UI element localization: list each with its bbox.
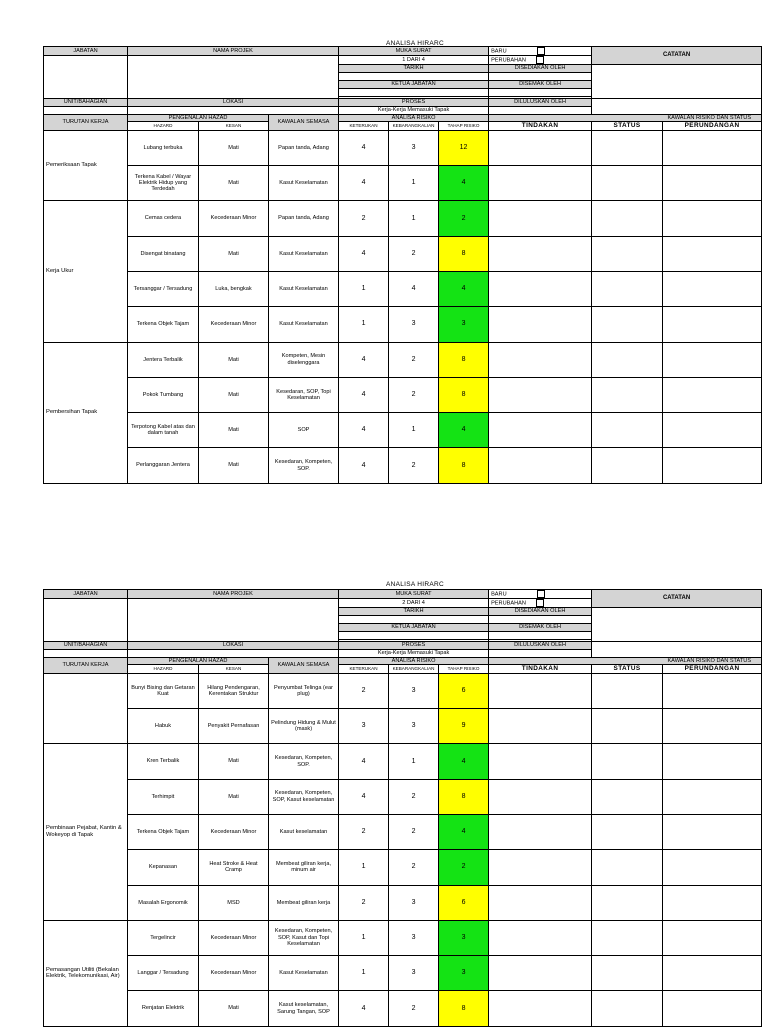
tindakan-header: TINDAKAN <box>489 122 592 130</box>
hazard-cell: Langgar / Tersadung <box>128 956 199 991</box>
tindakan-cell <box>489 307 592 342</box>
keterukan-cell: 1 <box>339 307 389 342</box>
kesan-cell: Mati <box>199 991 269 1026</box>
perundangan-cell <box>663 814 762 849</box>
keterukan-cell: 2 <box>339 673 389 708</box>
kebarangkalian-cell: 2 <box>389 991 439 1026</box>
keterukan-cell: 4 <box>339 448 389 483</box>
catatan-value <box>592 608 762 642</box>
kesan-cell: Luka, bengkak <box>199 271 269 306</box>
kawalan-cell: Kasut Keselamatan <box>269 166 339 201</box>
table-row <box>44 673 762 708</box>
keterukan-header: KETERUKAN <box>339 665 389 673</box>
disemak-oleh-label: DISEMAK OLEH <box>489 624 592 632</box>
table-row <box>44 130 762 165</box>
nama-projek-label: NAMA PROJEK <box>128 590 339 599</box>
catatan-header: CATATAN <box>592 47 762 65</box>
kesan-cell: Mati <box>199 130 269 165</box>
status-cell <box>592 920 663 955</box>
tindakan-cell <box>489 814 592 849</box>
perubahan-option[interactable] <box>489 599 592 608</box>
kawalan-semasa-header: KAWALAN SEMASA <box>269 658 339 674</box>
tahap-risiko-cell: 2 <box>439 850 489 885</box>
ketua-jabatan-label: KETUA JABATAN <box>339 81 489 89</box>
kawalan-cell: Membeat giliran kerja <box>269 885 339 920</box>
kawalan-cell: Kompeten, Mesin diselenggara <box>269 342 339 377</box>
nama-projek-value <box>128 599 339 642</box>
perundangan-cell <box>663 673 762 708</box>
tindakan-cell <box>489 130 592 165</box>
disemak-oleh-value <box>489 89 592 97</box>
tahap-risiko-cell: 4 <box>439 744 489 779</box>
tahap-risiko-cell: 6 <box>439 885 489 920</box>
hazard-cell: Renjatan Elektrik <box>128 991 199 1026</box>
perundangan-cell <box>663 448 762 483</box>
kebarangkalian-cell: 3 <box>389 673 439 708</box>
kawalan-cell: Kasut Keselamatan <box>269 236 339 271</box>
kawalan-cell: Papan tanda, Adang <box>269 130 339 165</box>
keterukan-cell: 4 <box>339 166 389 201</box>
table-row <box>44 709 762 744</box>
page-number: 2 DARI 4 <box>339 599 489 608</box>
tindakan-cell <box>489 850 592 885</box>
kebarangkalian-cell: 1 <box>389 744 439 779</box>
keterukan-cell: 4 <box>339 991 389 1026</box>
diluluskan-oleh-value <box>489 650 592 658</box>
tahap-risiko-cell: 6 <box>439 673 489 708</box>
tindakan-cell <box>489 166 592 201</box>
turutan-kerja-step <box>44 673 128 744</box>
turutan-kerja-header: TURUTAN KERJA <box>44 115 128 131</box>
pengenalan-hazad-header: PENGENALAN HAZAD <box>128 658 269 665</box>
kebarangkalian-header: KEBARANGKALIAN <box>389 665 439 673</box>
unit-bahagian-value <box>44 107 128 115</box>
tahap-risiko-cell: 8 <box>439 236 489 271</box>
tahap-risiko-cell: 9 <box>439 709 489 744</box>
tindakan-cell <box>489 673 592 708</box>
keterukan-cell: 1 <box>339 271 389 306</box>
status-cell <box>592 166 663 201</box>
hazard-cell: Tersanggar / Tersadung <box>128 271 199 306</box>
disemak-oleh-value <box>489 632 592 640</box>
status-cell <box>592 885 663 920</box>
kebarangkalian-cell: 2 <box>389 779 439 814</box>
tindakan-header: TINDAKAN <box>489 665 592 673</box>
tahap-risiko-cell: 4 <box>439 413 489 448</box>
status-cell <box>592 956 663 991</box>
table-row <box>44 166 762 201</box>
tahap-risiko-cell: 8 <box>439 991 489 1026</box>
disediakan-oleh-value <box>489 73 592 81</box>
hazard-header: HAZARD <box>128 665 199 673</box>
table-row <box>44 448 762 483</box>
unit-bahagian-label: UNIT/BAHAGIAN <box>44 99 128 107</box>
hazard-cell: Masalah Ergonomik <box>128 885 199 920</box>
jabatan-value <box>44 56 128 99</box>
kawalan-cell: Membeat giliran kerja, minum air <box>269 850 339 885</box>
page-number: 1 DARI 4 <box>339 56 489 65</box>
table-row <box>44 885 762 920</box>
hazard-cell: Disengat binatang <box>128 236 199 271</box>
hazard-cell: Terkena Objek Tajam <box>128 814 199 849</box>
tindakan-cell <box>489 448 592 483</box>
muka-surat-label: MUKA SURAT <box>339 47 489 56</box>
perundangan-cell <box>663 307 762 342</box>
hazard-cell: Terkena Kabel / Wayar Elektrik Hidup yang Terdedah <box>128 166 199 201</box>
kebarangkalian-cell: 1 <box>389 201 439 236</box>
hazard-cell: Tergelincir <box>128 920 199 955</box>
kesan-cell: Penyakit Pernafasan <box>199 709 269 744</box>
disediakan-oleh-label: DISEDIAKAN OLEH <box>489 65 592 73</box>
perundangan-cell <box>663 236 762 271</box>
hirarc-table <box>43 46 762 484</box>
tarikh-label: TARIKH <box>339 65 489 73</box>
perundangan-cell <box>663 885 762 920</box>
perundangan-cell <box>663 342 762 377</box>
proses-label: PROSES <box>339 642 489 650</box>
jabatan-label: JABATAN <box>44 590 128 599</box>
perundangan-cell <box>663 271 762 306</box>
hazard-cell: Terkena Objek Tajam <box>128 307 199 342</box>
keterukan-cell: 4 <box>339 413 389 448</box>
disediakan-oleh-label: DISEDIAKAN OLEH <box>489 608 592 616</box>
keterukan-header: KETERUKAN <box>339 122 389 130</box>
perundangan-header: PERUNDANGAN <box>663 665 762 673</box>
tindakan-cell <box>489 744 592 779</box>
tarikh-label: TARIKH <box>339 608 489 616</box>
tahap-risiko-header: TAHAP RISIKO <box>439 665 489 673</box>
perundangan-cell <box>663 201 762 236</box>
tahap-risiko-cell: 12 <box>439 130 489 165</box>
kesan-cell: Kecederaan Minor <box>199 920 269 955</box>
table-row <box>44 744 762 779</box>
kawalan-cell: Kasut Keselamatan <box>269 307 339 342</box>
kesan-cell: Mati <box>199 779 269 814</box>
kesan-cell: Mati <box>199 166 269 201</box>
table-row <box>44 814 762 849</box>
status-cell <box>592 413 663 448</box>
diluluskan-oleh-label: DILULUSKAN OLEH <box>489 99 592 107</box>
keterukan-cell: 3 <box>339 709 389 744</box>
hazard-cell: Jentera Terbalik <box>128 342 199 377</box>
turutan-kerja-step: Pembinaan Pejabat, Kantin & Wokeyop di Tapak <box>44 744 128 920</box>
diluluskan-oleh-value <box>489 107 592 115</box>
kawalan-cell: Kesedaran, Kompeten, SOP. <box>269 448 339 483</box>
perubahan-checkbox[interactable] <box>536 56 544 64</box>
kebarangkalian-cell: 2 <box>389 342 439 377</box>
hazard-cell: Kren Terbalik <box>128 744 199 779</box>
kebarangkalian-cell: 3 <box>389 956 439 991</box>
kawalan-cell: Pelindung Hidung & Mulut (mask) <box>269 709 339 744</box>
kawalan-cell: SOP <box>269 413 339 448</box>
hazard-cell: Habuk <box>128 709 199 744</box>
keterukan-cell: 4 <box>339 342 389 377</box>
kebarangkalian-cell: 2 <box>389 236 439 271</box>
kebarangkalian-cell: 1 <box>389 413 439 448</box>
status-cell <box>592 673 663 708</box>
status-cell <box>592 991 663 1026</box>
tahap-risiko-cell: 8 <box>439 448 489 483</box>
lokasi-label: LOKASI <box>128 99 339 107</box>
tahap-risiko-cell: 3 <box>439 956 489 991</box>
tindakan-cell <box>489 201 592 236</box>
kesan-cell: Mati <box>199 744 269 779</box>
kesan-cell: Heat Stroke & Heat Cramp <box>199 850 269 885</box>
tarikh-value <box>339 73 489 81</box>
perundangan-cell <box>663 709 762 744</box>
nama-projek-value <box>128 56 339 99</box>
tindakan-cell <box>489 991 592 1026</box>
perundangan-cell <box>663 991 762 1026</box>
disediakan-oleh-value <box>489 616 592 624</box>
keterukan-cell: 4 <box>339 377 389 412</box>
tindakan-cell <box>489 236 592 271</box>
kesan-cell: Hilang Pendengaran, Kerentakan Struktur <box>199 673 269 708</box>
proses-label: PROSES <box>339 99 489 107</box>
tahap-risiko-cell: 4 <box>439 814 489 849</box>
status-cell <box>592 342 663 377</box>
kebarangkalian-cell: 3 <box>389 130 439 165</box>
tahap-risiko-cell: 8 <box>439 377 489 412</box>
kebarangkalian-cell: 3 <box>389 307 439 342</box>
analisa-risiko-header: ANALISA RISIKO <box>339 658 489 665</box>
kesan-cell: MSD <box>199 885 269 920</box>
tindakan-cell <box>489 413 592 448</box>
baru-checkbox[interactable] <box>537 590 545 598</box>
kebarangkalian-cell: 1 <box>389 166 439 201</box>
status-cell <box>592 236 663 271</box>
perundangan-cell <box>663 779 762 814</box>
perundangan-cell <box>663 850 762 885</box>
unit-bahagian-label: UNIT/BAHAGIAN <box>44 642 128 650</box>
proses-value: Kerja-Kerja Memasuki Tapak <box>339 107 489 115</box>
document-title: ANALISA HIRARC <box>385 581 445 588</box>
kawalan-cell: Kasut Keselamatan <box>269 271 339 306</box>
tahap-risiko-cell: 3 <box>439 920 489 955</box>
catatan-value <box>592 65 762 99</box>
perundangan-cell <box>663 377 762 412</box>
diluluskan-oleh-label: DILULUSKAN OLEH <box>489 642 592 650</box>
tindakan-cell <box>489 956 592 991</box>
tindakan-cell <box>489 709 592 744</box>
turutan-kerja-step: Kerja Ukur <box>44 201 128 342</box>
keterukan-cell: 2 <box>339 885 389 920</box>
perubahan-checkbox[interactable] <box>536 599 544 607</box>
table-row <box>44 201 762 236</box>
tahap-risiko-cell: 8 <box>439 342 489 377</box>
baru-checkbox[interactable] <box>537 47 545 55</box>
lokasi-label: LOKASI <box>128 642 339 650</box>
status-cell <box>592 779 663 814</box>
perundangan-header: PERUNDANGAN <box>663 122 762 130</box>
lokasi-value <box>128 107 339 115</box>
hirarc-table <box>43 589 762 1027</box>
hazard-cell: Terpotong Kabel atas dan dalam tanah <box>128 413 199 448</box>
muka-surat-label: MUKA SURAT <box>339 590 489 599</box>
tindakan-cell <box>489 885 592 920</box>
kawalan-semasa-header: KAWALAN SEMASA <box>269 115 339 131</box>
kawalan-cell: Kasut Keselamatan <box>269 956 339 991</box>
perubahan-option[interactable] <box>489 56 592 65</box>
nama-projek-label: NAMA PROJEK <box>128 47 339 56</box>
kesan-cell: Kecederaan Minor <box>199 814 269 849</box>
pengenalan-hazad-header: PENGENALAN HAZAD <box>128 115 269 122</box>
tindakan-cell <box>489 342 592 377</box>
kebarangkalian-cell: 3 <box>389 709 439 744</box>
kesan-header: KESAN <box>199 665 269 673</box>
perundangan-cell <box>663 130 762 165</box>
kebarangkalian-cell: 4 <box>389 271 439 306</box>
keterukan-cell: 4 <box>339 130 389 165</box>
keterukan-cell: 1 <box>339 956 389 991</box>
table-row <box>44 850 762 885</box>
kawalan-cell: Kesedaran, SOP, Topi Keselamatan <box>269 377 339 412</box>
kebarangkalian-header: KEBARANGKALIAN <box>389 122 439 130</box>
table-row <box>44 956 762 991</box>
turutan-kerja-step: Pemeriksaan Tapak <box>44 130 128 201</box>
kawalan-cell: Kesedaran, Kompeten, SOP, Kasut dan Topi Keselamatan <box>269 920 339 955</box>
turutan-kerja-step: Pembersihan Tapak <box>44 342 128 483</box>
kesan-cell: Kecederaan Minor <box>199 307 269 342</box>
status-cell <box>592 201 663 236</box>
hazard-header: HAZARD <box>128 122 199 130</box>
kawalan-cell: Papan tanda, Adang <box>269 201 339 236</box>
perundangan-cell <box>663 920 762 955</box>
unit-bahagian-value <box>44 650 128 658</box>
jabatan-value <box>44 599 128 642</box>
keterukan-cell: 4 <box>339 236 389 271</box>
status-cell <box>592 709 663 744</box>
kesan-cell: Kecederaan Minor <box>199 201 269 236</box>
diluluskan-blank <box>592 99 762 115</box>
status-cell <box>592 850 663 885</box>
tindakan-cell <box>489 377 592 412</box>
perundangan-cell <box>663 413 762 448</box>
hazard-cell: Terhimpit <box>128 779 199 814</box>
perubahan-label: PERUBAHAN <box>491 600 526 607</box>
tahap-risiko-cell: 3 <box>439 307 489 342</box>
keterukan-cell: 1 <box>339 920 389 955</box>
catatan-header: CATATAN <box>592 590 762 608</box>
table-row <box>44 920 762 955</box>
tindakan-cell <box>489 920 592 955</box>
document-title: ANALISA HIRARC <box>385 40 445 47</box>
kawalan-risiko-status-header: KAWALAN RISIKO DAN STATUS <box>489 658 762 665</box>
kesan-cell: Mati <box>199 413 269 448</box>
kebarangkalian-cell: 2 <box>389 448 439 483</box>
kebarangkalian-cell: 2 <box>389 377 439 412</box>
jabatan-label: JABATAN <box>44 47 128 56</box>
baru-option[interactable] <box>489 47 592 56</box>
kebarangkalian-cell: 2 <box>389 814 439 849</box>
ketua-jabatan-label: KETUA JABATAN <box>339 624 489 632</box>
perubahan-label: PERUBAHAN <box>491 57 526 64</box>
kesan-cell: Mati <box>199 236 269 271</box>
kawalan-cell: Kesedaran, Kompeten, SOP. <box>269 744 339 779</box>
kawalan-cell: Kesedaran, Kompeten, SOP, Kasut keselamatan <box>269 779 339 814</box>
kesan-cell: Kecederaan Minor <box>199 956 269 991</box>
keterukan-cell: 4 <box>339 779 389 814</box>
table-row <box>44 779 762 814</box>
tindakan-cell <box>489 271 592 306</box>
table-row <box>44 342 762 377</box>
kesan-header: KESAN <box>199 122 269 130</box>
perundangan-cell <box>663 744 762 779</box>
baru-option[interactable] <box>489 590 592 599</box>
status-header: STATUS <box>592 665 663 673</box>
tahap-risiko-cell: 8 <box>439 779 489 814</box>
baru-label: BARU <box>491 48 507 55</box>
disemak-oleh-label: DISEMAK OLEH <box>489 81 592 89</box>
analisa-risiko-header: ANALISA RISIKO <box>339 115 489 122</box>
ketua-jabatan-value <box>339 89 489 97</box>
kawalan-cell: Kasut keselamatan <box>269 814 339 849</box>
tahap-risiko-cell: 2 <box>439 201 489 236</box>
keterukan-cell: 2 <box>339 201 389 236</box>
perundangan-cell <box>663 166 762 201</box>
status-header: STATUS <box>592 122 663 130</box>
perundangan-cell <box>663 956 762 991</box>
kawalan-cell: Penyumbat Telinga (ear plug) <box>269 673 339 708</box>
kawalan-risiko-status-header: KAWALAN RISIKO DAN STATUS <box>489 115 762 122</box>
ketua-jabatan-value <box>339 632 489 640</box>
status-cell <box>592 307 663 342</box>
hazard-cell: Pokok Tumbang <box>128 377 199 412</box>
lokasi-value <box>128 650 339 658</box>
keterukan-cell: 2 <box>339 814 389 849</box>
keterukan-cell: 1 <box>339 850 389 885</box>
table-row <box>44 271 762 306</box>
tahap-risiko-cell: 4 <box>439 271 489 306</box>
hazard-cell: Cemas cedera <box>128 201 199 236</box>
status-cell <box>592 271 663 306</box>
table-row <box>44 307 762 342</box>
tahap-risiko-cell: 4 <box>439 166 489 201</box>
hazard-cell: Bunyi Bising dan Getaran Kuat <box>128 673 199 708</box>
status-cell <box>592 744 663 779</box>
kesan-cell: Mati <box>199 342 269 377</box>
table-row <box>44 413 762 448</box>
kesan-cell: Mati <box>199 448 269 483</box>
kesan-cell: Mati <box>199 377 269 412</box>
status-cell <box>592 814 663 849</box>
status-cell <box>592 377 663 412</box>
hazard-cell: Kepanasan <box>128 850 199 885</box>
baru-label: BARU <box>491 591 507 598</box>
keterukan-cell: 4 <box>339 744 389 779</box>
tahap-risiko-header: TAHAP RISIKO <box>439 122 489 130</box>
diluluskan-blank <box>592 642 762 658</box>
table-row <box>44 236 762 271</box>
turutan-kerja-step: Pemasangan Utiliti (Bekalan Elektrik, Telekomunikasi, Air) <box>44 920 128 1026</box>
status-cell <box>592 130 663 165</box>
kebarangkalian-cell: 3 <box>389 885 439 920</box>
turutan-kerja-header: TURUTAN KERJA <box>44 658 128 674</box>
tarikh-value <box>339 616 489 624</box>
kawalan-cell: Kasut keselamatan, Sarung Tangan, SOP <box>269 991 339 1026</box>
kebarangkalian-cell: 2 <box>389 850 439 885</box>
status-cell <box>592 448 663 483</box>
table-row <box>44 991 762 1026</box>
table-row <box>44 377 762 412</box>
hazard-cell: Lubang terbuka <box>128 130 199 165</box>
tindakan-cell <box>489 779 592 814</box>
hazard-cell: Perlanggaran Jentera <box>128 448 199 483</box>
proses-value: Kerja-Kerja Memasuki Tapak <box>339 650 489 658</box>
kebarangkalian-cell: 3 <box>389 920 439 955</box>
